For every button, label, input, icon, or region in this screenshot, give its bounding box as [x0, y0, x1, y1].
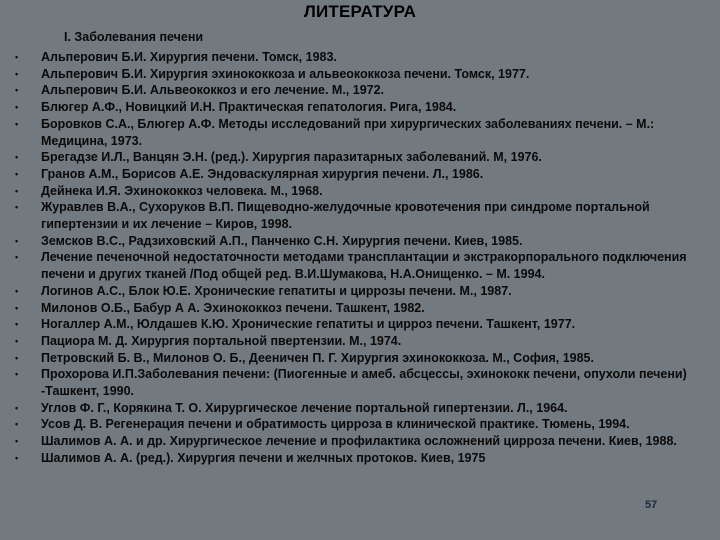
bullet-icon: • — [15, 168, 19, 179]
reference-item — [0, 49, 712, 66]
reference-item — [0, 333, 712, 350]
bullet-icon: • — [15, 302, 19, 313]
reference-item — [0, 350, 712, 367]
bullet-icon: • — [15, 252, 19, 263]
bullet-icon: • — [15, 352, 19, 363]
reference-item — [0, 416, 712, 433]
reference-item — [0, 450, 712, 467]
reference-item — [0, 300, 712, 317]
reference-text: Альперович Б.И. Альвеококкоз и его лечение. М., 1972. — [41, 83, 385, 98]
bullet-icon: • — [15, 85, 19, 96]
reference-text: Дейнека И.Я. Эхинококкоз человека. М., 1968. — [41, 183, 323, 198]
reference-text: Шалимов А. А. и др. Хирургическое лечение и профилактика осложнений цирроза печени. Киев, 1988. — [41, 434, 677, 449]
reference-item — [0, 400, 712, 417]
bullet-icon: • — [15, 319, 19, 330]
bullet-icon: • — [15, 235, 19, 246]
bullet-icon: • — [15, 335, 19, 346]
reference-text: Боровков С.А., Блюгер А.Ф. Методы исследований при хирургических заболеваниях печени. – М.: Медицина, 1973. — [41, 116, 655, 148]
bullet-icon: • — [15, 152, 19, 163]
reference-item — [0, 66, 712, 83]
reference-item — [0, 116, 712, 149]
reference-item — [0, 433, 712, 450]
reference-item — [0, 366, 712, 399]
page-number: 57 — [645, 499, 658, 511]
reference-text: Милонов О.Б., Бабур А А. Эхинококкоз печени. Ташкент, 1982. — [41, 300, 425, 315]
reference-text: Лечение печеночной недостаточности методами трансплантации и экстракорпорального подключения печени и других тканей /Под общей ред. В.И.Шумакова, Н.А.Онищенко. – М. 1994. — [41, 250, 687, 282]
bullet-icon: • — [15, 402, 19, 413]
bullet-icon: • — [15, 369, 19, 380]
reference-item — [0, 199, 712, 232]
reference-list — [0, 49, 712, 467]
reference-text: Альперович Б.И. Хирургия печени. Томск, 1983. — [41, 50, 337, 64]
reference-text: Пациора М. Д. Хирургия портальной пвертензии. М., 1974. — [41, 333, 402, 348]
section-title: I. Заболевания печени — [64, 30, 204, 44]
bullet-icon: • — [15, 202, 19, 213]
reference-item — [0, 249, 712, 282]
bullet-icon: • — [15, 68, 19, 79]
reference-text: Земсков В.С., Радзиховский А.П., Панченко С.Н. Хирургия печени. Киев, 1985. — [41, 233, 523, 248]
bullet-icon: • — [15, 118, 19, 129]
reference-text: Ногаллер А.М., Юлдашев К.Ю. Хронические гепатиты и цирроз печени. Ташкент, 1977. — [41, 317, 576, 332]
bullet-icon: • — [15, 52, 19, 62]
bullet-icon: • — [15, 419, 19, 430]
reference-item — [0, 149, 712, 166]
bullet-icon: • — [15, 452, 19, 463]
slide-title: ЛИТЕРАТУРА — [303, 2, 417, 21]
reference-text: Шалимов А. А. (ред.). Хирургия печени и желчных протоков. Киев, 1975 — [41, 450, 486, 465]
reference-item — [0, 316, 712, 333]
reference-text: Блюгер А.Ф., Новицкий И.Н. Практическая гепатология. Рига, 1984. — [41, 100, 457, 115]
bullet-icon: • — [15, 285, 19, 296]
reference-text: Гранов А.М., Борисов А.Е. Эндоваскулярная хирургия печени. Л., 1986. — [41, 166, 484, 181]
reference-text: Петровский Б. В., Милонов О. Б., Дееничен П. Г. Хирургия эхинококкоза. М., София, 1985. — [41, 350, 594, 365]
reference-text: Усов Д. В. Регенерация печени и обратимость цирроза в клинической практике. Тюмень, 1994. — [41, 417, 630, 432]
reference-item — [0, 166, 712, 183]
reference-text: Логинов А.С., Блок Ю.Е. Хронические гепатиты и циррозы печени. М., 1987. — [41, 283, 512, 298]
bullet-icon: • — [15, 436, 19, 447]
bullet-icon: • — [15, 102, 19, 113]
reference-text: Прохорова И.П.Заболевания печени: (Пиогенные и амеб. абсцессы, эхинококк печени, опухоли печени) -Ташкент, 1990. — [41, 367, 687, 399]
reference-item — [0, 183, 712, 200]
reference-item — [0, 233, 712, 250]
reference-text: Альперович Б.И. Хирургия эхинококкоза и альвеококкоза печени. Томск, 1977. — [41, 66, 530, 81]
reference-text: Брегадзе И.Л., Ванцян Э.Н. (ред.). Хирургия паразитарных заболеваний. М, 1976. — [41, 150, 542, 165]
reference-item — [0, 99, 712, 116]
reference-text: Журавлев В.А., Сухоруков В.П. Пищеводно-желудочные кровотечения при синдроме портальной гипертензии и их лечение – Киров, 1998. — [41, 200, 650, 232]
bullet-icon: • — [15, 185, 19, 196]
reference-item — [0, 82, 712, 99]
reference-text: Углов Ф. Г., Корякина Т. О. Хирургическое лечение портальной гипертензии. Л., 1964. — [41, 400, 568, 415]
reference-item — [0, 283, 712, 300]
